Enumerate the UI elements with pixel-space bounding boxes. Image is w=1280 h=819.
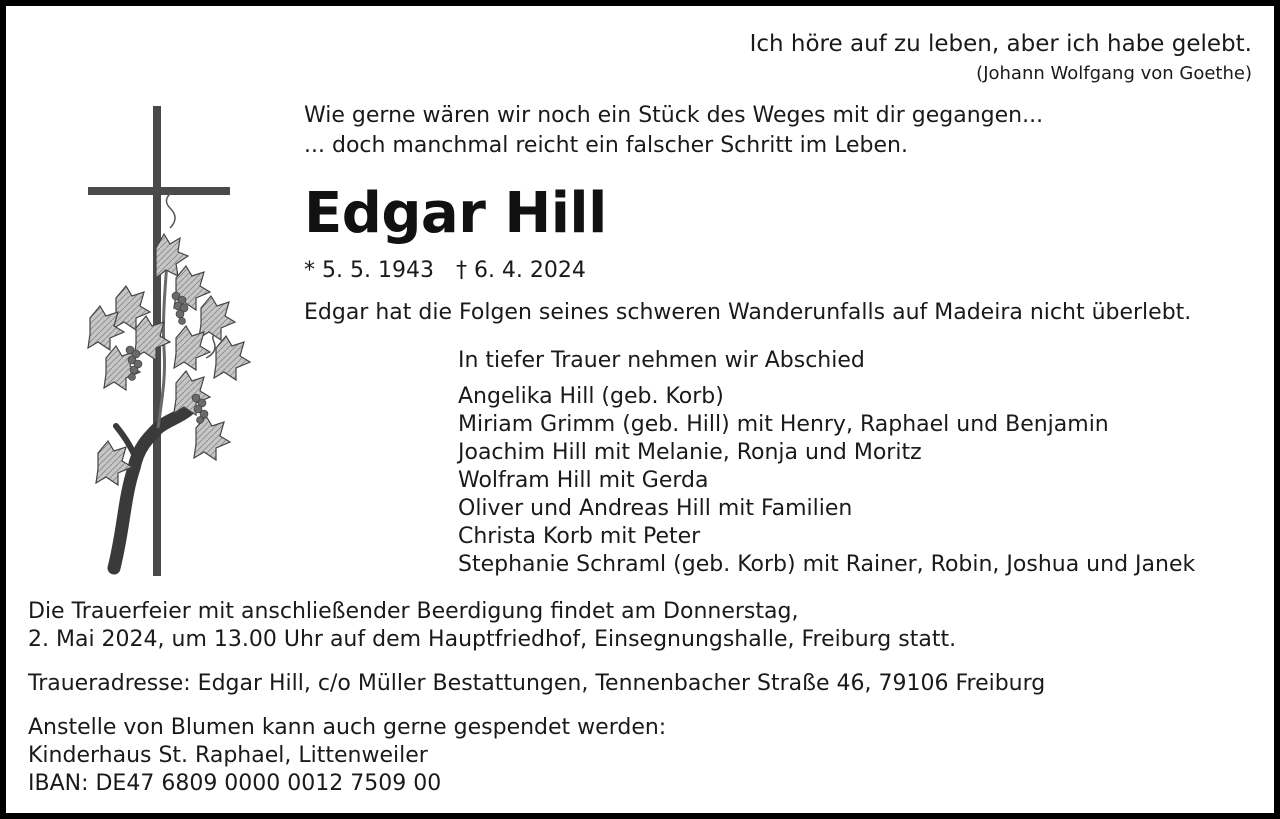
accident-statement: Edgar hat die Folgen seines schweren Wanderunfalls auf Madeira nicht überlebt. [304,300,1192,325]
mourning-address: Traueradresse: Edgar Hill, c/o Müller Bestattungen, Tennenbacher Straße 46, 79106 Freiburg [28,671,1046,696]
life-dates [304,258,586,283]
intro-verse [304,101,1043,161]
intro-line-1: Wie gerne wären wir noch ein Stück des Weges mit dir gegangen... [304,103,1044,128]
mourner-line: Angelika Hill (geb. Korb) [458,384,724,409]
mourners-block [458,347,1195,579]
mourning-heading: In tiefer Trauer nehmen wir Abschied [458,348,865,373]
mourner-line: Oliver und Andreas Hill mit Familien [458,496,853,521]
mourner-line: Joachim Hill mit Melanie, Ronja und Moritz [458,440,922,465]
intro-line-2: ... doch manchmal reicht ein falscher Schritt im Leben. [304,133,908,158]
donation-info [28,714,666,798]
donation-line-1: Anstelle von Blumen kann auch gerne gespendet werden: [28,715,667,740]
birth-date: * 5. 5. 1943 [304,258,434,283]
funeral-line-1: Die Trauerfeier mit anschließender Beerdigung findet am Donnerstag, [28,599,799,624]
donation-recipient: Kinderhaus St. Raphael, Littenweiler [28,743,428,768]
funeral-line-2: 2. Mai 2024, um 13.00 Uhr auf dem Hauptfriedhof, Einsegnungshalle, Freiburg statt. [28,627,957,652]
mourner-line: Stephanie Schraml (geb. Korb) mit Rainer, Robin, Joshua und Janek [458,552,1196,577]
goethe-quote: Ich höre auf zu leben, aber ich habe gelebt. [749,31,1252,57]
mourner-line: Christa Korb mit Peter [458,524,701,549]
death-date: † 6. 4. 2024 [455,258,586,283]
deceased-name: Edgar Hill [304,181,607,246]
funeral-info [28,598,956,654]
quote-author: (Johann Wolfgang von Goethe) [976,63,1252,84]
cross-with-grapevine-icon [76,98,266,592]
donation-iban: IBAN: DE47 6809 0000 0012 7509 00 [28,771,442,796]
mourner-line: Wolfram Hill mit Gerda [458,468,709,493]
mourner-line: Miriam Grimm (geb. Hill) mit Henry, Raphael und Benjamin [458,412,1109,437]
